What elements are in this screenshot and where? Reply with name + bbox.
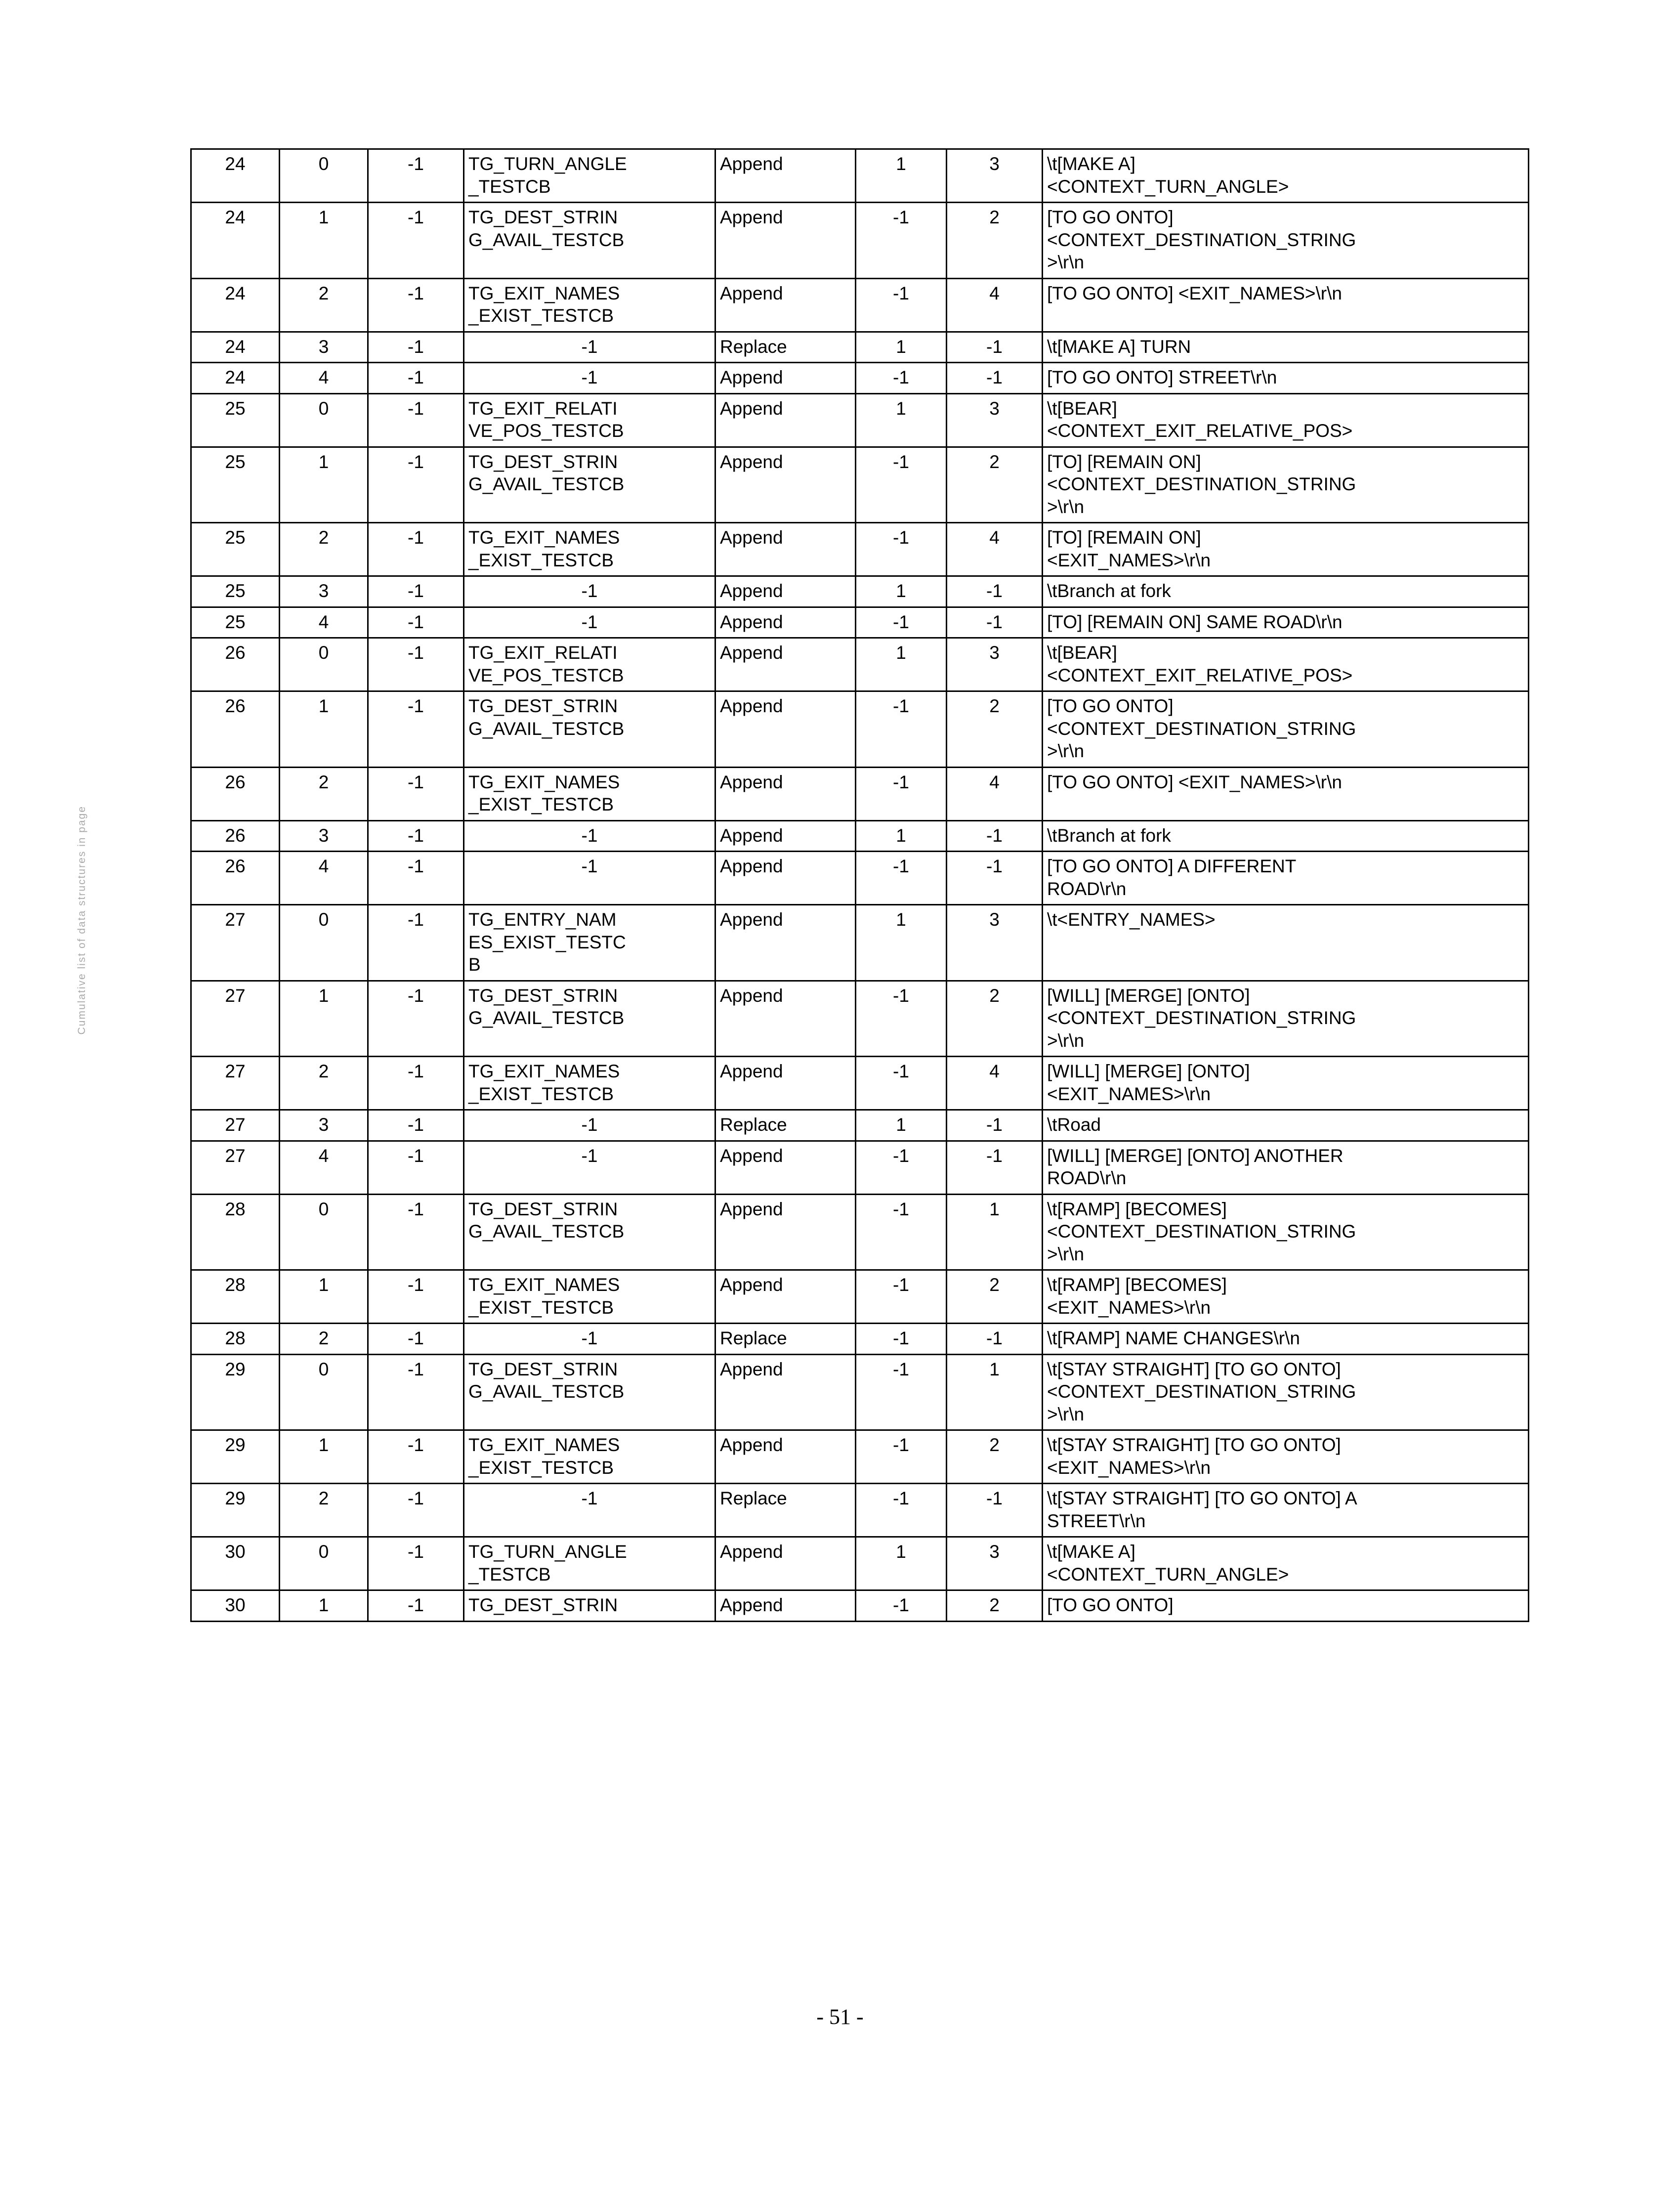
table-cell-p2: 3 — [947, 149, 1043, 203]
table-row — [191, 767, 1529, 820]
table-cell-p2: -1 — [947, 820, 1043, 852]
table-cell-flag: -1 — [368, 1270, 464, 1324]
table-cell-test_callback: TG_EXIT_NAMES _EXIST_TESTCB — [464, 1270, 715, 1324]
table-row — [191, 203, 1529, 279]
table-cell-id: 25 — [191, 393, 280, 447]
table-cell-flag: -1 — [368, 1110, 464, 1141]
table-cell-phrase: [TO GO ONTO] — [1043, 1590, 1529, 1622]
table-cell-seq: 1 — [280, 447, 368, 523]
table-cell-flag: -1 — [368, 767, 464, 820]
table-cell-p1: -1 — [856, 1141, 947, 1194]
table-cell-id: 28 — [191, 1270, 280, 1324]
table-cell-p1: -1 — [856, 1430, 947, 1484]
table-cell-id: 26 — [191, 638, 280, 691]
table-cell-id: 26 — [191, 691, 280, 768]
table-cell-flag: -1 — [368, 203, 464, 279]
table-cell-p1: -1 — [856, 278, 947, 332]
table-cell-id: 29 — [191, 1430, 280, 1484]
table-cell-phrase: \t[STAY STRAIGHT] [TO GO ONTO] <CONTEXT_DESTINATION_STRING >\r\n — [1043, 1354, 1529, 1430]
table-cell-action: Replace — [715, 1484, 856, 1537]
table-cell-action: Append — [715, 523, 856, 576]
table-row — [191, 393, 1529, 447]
table-cell-p1: 1 — [856, 638, 947, 691]
table-cell-test_callback: -1 — [464, 852, 715, 905]
table-cell-action: Append — [715, 203, 856, 279]
table-cell-action: Append — [715, 1430, 856, 1484]
table-cell-action: Append — [715, 852, 856, 905]
table-cell-phrase: [WILL] [MERGE] [ONTO] <EXIT_NAMES>\r\n — [1043, 1057, 1529, 1110]
table-cell-phrase: \t[RAMP] [BECOMES] <CONTEXT_DESTINATION_STRING >\r\n — [1043, 1194, 1529, 1270]
table-cell-id: 27 — [191, 981, 280, 1057]
table-cell-action: Replace — [715, 332, 856, 363]
table-cell-test_callback: TG_EXIT_RELATI VE_POS_TESTCB — [464, 393, 715, 447]
table-cell-p2: -1 — [947, 852, 1043, 905]
table-cell-phrase: \t[STAY STRAIGHT] [TO GO ONTO] A STREET\r\n — [1043, 1484, 1529, 1537]
table-cell-test_callback: -1 — [464, 576, 715, 607]
table-cell-seq: 2 — [280, 278, 368, 332]
table-cell-seq: 0 — [280, 1537, 368, 1590]
table-cell-test_callback: -1 — [464, 332, 715, 363]
table-cell-p1: -1 — [856, 203, 947, 279]
table-cell-action: Replace — [715, 1110, 856, 1141]
table-cell-test_callback: TG_TURN_ANGLE _TESTCB — [464, 1537, 715, 1590]
table-cell-test_callback: TG_DEST_STRIN G_AVAIL_TESTCB — [464, 203, 715, 279]
table-cell-action: Append — [715, 820, 856, 852]
table-cell-phrase: \t[BEAR] <CONTEXT_EXIT_RELATIVE_POS> — [1043, 638, 1529, 691]
table-cell-p1: 1 — [856, 576, 947, 607]
table-cell-p2: -1 — [947, 1141, 1043, 1194]
table-cell-p2: 3 — [947, 393, 1043, 447]
table-cell-id: 25 — [191, 523, 280, 576]
table-cell-test_callback: TG_TURN_ANGLE _TESTCB — [464, 149, 715, 203]
table-cell-p2: 4 — [947, 523, 1043, 576]
table-cell-phrase: [TO] [REMAIN ON] SAME ROAD\r\n — [1043, 607, 1529, 638]
table-cell-id: 27 — [191, 1057, 280, 1110]
table-cell-phrase: \t[RAMP] [BECOMES] <EXIT_NAMES>\r\n — [1043, 1270, 1529, 1324]
table-cell-action: Append — [715, 1590, 856, 1622]
table-cell-action: Append — [715, 1141, 856, 1194]
table-cell-action: Append — [715, 278, 856, 332]
table-cell-seq: 4 — [280, 363, 368, 394]
table-cell-seq: 0 — [280, 1194, 368, 1270]
table-cell-test_callback: -1 — [464, 363, 715, 394]
table-cell-action: Append — [715, 1537, 856, 1590]
table-row — [191, 447, 1529, 523]
table-cell-p1: 1 — [856, 1110, 947, 1141]
table-cell-test_callback: TG_EXIT_NAMES _EXIST_TESTCB — [464, 523, 715, 576]
table-cell-test_callback: -1 — [464, 607, 715, 638]
table-cell-test_callback: TG_ENTRY_NAM ES_EXIST_TESTC B — [464, 905, 715, 981]
table-cell-phrase: [WILL] [MERGE] [ONTO] <CONTEXT_DESTINATION_STRING >\r\n — [1043, 981, 1529, 1057]
table-cell-flag: -1 — [368, 1141, 464, 1194]
table-cell-action: Append — [715, 393, 856, 447]
table-cell-p2: 2 — [947, 981, 1043, 1057]
table-cell-seq: 0 — [280, 1354, 368, 1430]
table-cell-p2: 4 — [947, 1057, 1043, 1110]
table-cell-flag: -1 — [368, 1590, 464, 1622]
table-cell-id: 28 — [191, 1324, 280, 1355]
table-row — [191, 607, 1529, 638]
table-row — [191, 1484, 1529, 1537]
table-cell-p2: -1 — [947, 607, 1043, 638]
table-cell-action: Append — [715, 1354, 856, 1430]
table-cell-test_callback: TG_DEST_STRIN G_AVAIL_TESTCB — [464, 1194, 715, 1270]
table-cell-p1: -1 — [856, 1194, 947, 1270]
table-row — [191, 1194, 1529, 1270]
table-cell-id: 30 — [191, 1590, 280, 1622]
table-cell-p1: 1 — [856, 1537, 947, 1590]
table-cell-test_callback: TG_EXIT_NAMES _EXIST_TESTCB — [464, 767, 715, 820]
table-cell-test_callback: -1 — [464, 820, 715, 852]
table-cell-p2: -1 — [947, 332, 1043, 363]
table-cell-flag: -1 — [368, 852, 464, 905]
table-cell-id: 24 — [191, 149, 280, 203]
table-cell-seq: 1 — [280, 691, 368, 768]
table-cell-phrase: [TO GO ONTO] A DIFFERENT ROAD\r\n — [1043, 852, 1529, 905]
table-cell-flag: -1 — [368, 981, 464, 1057]
table-cell-phrase: \t[MAKE A] TURN — [1043, 332, 1529, 363]
table-cell-phrase: [TO] [REMAIN ON] <CONTEXT_DESTINATION_STRING >\r\n — [1043, 447, 1529, 523]
table-cell-flag: -1 — [368, 1537, 464, 1590]
table-row — [191, 149, 1529, 203]
table-cell-action: Append — [715, 447, 856, 523]
table-row — [191, 905, 1529, 981]
table-cell-p2: 2 — [947, 1430, 1043, 1484]
table-cell-phrase: [TO GO ONTO] <EXIT_NAMES>\r\n — [1043, 767, 1529, 820]
table-cell-seq: 3 — [280, 820, 368, 852]
table-cell-flag: -1 — [368, 363, 464, 394]
table-cell-p2: 2 — [947, 447, 1043, 523]
table-cell-action: Append — [715, 607, 856, 638]
table-cell-test_callback: -1 — [464, 1484, 715, 1537]
table-row — [191, 363, 1529, 394]
table-cell-seq: 3 — [280, 332, 368, 363]
table-cell-flag: -1 — [368, 638, 464, 691]
table-cell-phrase: \t[STAY STRAIGHT] [TO GO ONTO] <EXIT_NAMES>\r\n — [1043, 1430, 1529, 1484]
table-cell-phrase: \t[RAMP] NAME CHANGES\r\n — [1043, 1324, 1529, 1355]
table-cell-p2: 3 — [947, 1537, 1043, 1590]
table-cell-test_callback: TG_DEST_STRIN G_AVAIL_TESTCB — [464, 447, 715, 523]
table-cell-phrase: \t<ENTRY_NAMES> — [1043, 905, 1529, 981]
table-row — [191, 981, 1529, 1057]
table-cell-id: 27 — [191, 1110, 280, 1141]
table-cell-flag: -1 — [368, 691, 464, 768]
table-row — [191, 1057, 1529, 1110]
table-cell-p1: 1 — [856, 820, 947, 852]
table-cell-seq: 2 — [280, 767, 368, 820]
table-cell-test_callback: -1 — [464, 1110, 715, 1141]
table-cell-action: Append — [715, 1194, 856, 1270]
table-cell-phrase: [TO GO ONTO] STREET\r\n — [1043, 363, 1529, 394]
table-row — [191, 1430, 1529, 1484]
table-cell-id: 26 — [191, 767, 280, 820]
table-cell-p2: 3 — [947, 905, 1043, 981]
table-cell-flag: -1 — [368, 905, 464, 981]
table-cell-flag: -1 — [368, 1194, 464, 1270]
table-cell-flag: -1 — [368, 278, 464, 332]
table-cell-test_callback: TG_DEST_STRIN — [464, 1590, 715, 1622]
table-cell-flag: -1 — [368, 607, 464, 638]
table-cell-p2: 1 — [947, 1354, 1043, 1430]
table-cell-p1: -1 — [856, 1590, 947, 1622]
table-cell-seq: 0 — [280, 149, 368, 203]
table-cell-p2: 2 — [947, 203, 1043, 279]
table-cell-flag: -1 — [368, 1324, 464, 1355]
rules-table — [190, 148, 1529, 1622]
table-cell-p1: -1 — [856, 1270, 947, 1324]
table-cell-seq: 2 — [280, 1484, 368, 1537]
table-cell-action: Append — [715, 1057, 856, 1110]
table-row — [191, 1110, 1529, 1141]
table-cell-seq: 2 — [280, 523, 368, 576]
table-cell-id: 24 — [191, 363, 280, 394]
table-row — [191, 1590, 1529, 1622]
page-number: - 51 - — [816, 2005, 864, 2029]
table-cell-p1: -1 — [856, 1324, 947, 1355]
table-cell-action: Append — [715, 691, 856, 768]
table-cell-id: 24 — [191, 278, 280, 332]
table-cell-id: 24 — [191, 203, 280, 279]
table-cell-action: Replace — [715, 1324, 856, 1355]
table-row — [191, 523, 1529, 576]
table-cell-seq: 4 — [280, 607, 368, 638]
table-cell-p2: 4 — [947, 278, 1043, 332]
table-cell-flag: -1 — [368, 1057, 464, 1110]
table-cell-p1: 1 — [856, 905, 947, 981]
table-cell-flag: -1 — [368, 523, 464, 576]
table-cell-seq: 1 — [280, 1270, 368, 1324]
table-cell-id: 30 — [191, 1537, 280, 1590]
table-row — [191, 1270, 1529, 1324]
table-cell-action: Append — [715, 149, 856, 203]
table-cell-p2: 2 — [947, 1270, 1043, 1324]
table-cell-id: 27 — [191, 1141, 280, 1194]
table-cell-test_callback: TG_EXIT_NAMES _EXIST_TESTCB — [464, 1057, 715, 1110]
table-row — [191, 820, 1529, 852]
table-cell-flag: -1 — [368, 576, 464, 607]
table-cell-p1: -1 — [856, 691, 947, 768]
table-cell-phrase: [TO GO ONTO] <CONTEXT_DESTINATION_STRING >\r\n — [1043, 203, 1529, 279]
table-cell-test_callback: -1 — [464, 1141, 715, 1194]
table-cell-flag: -1 — [368, 1430, 464, 1484]
table-cell-test_callback: TG_DEST_STRIN G_AVAIL_TESTCB — [464, 691, 715, 768]
table-row — [191, 1354, 1529, 1430]
table-cell-p1: 1 — [856, 149, 947, 203]
table-cell-test_callback: TG_DEST_STRIN G_AVAIL_TESTCB — [464, 1354, 715, 1430]
table-cell-test_callback: -1 — [464, 1324, 715, 1355]
table-cell-p1: -1 — [856, 523, 947, 576]
table-cell-seq: 0 — [280, 905, 368, 981]
table-cell-p1: 1 — [856, 332, 947, 363]
table-cell-id: 26 — [191, 852, 280, 905]
rules-table-container — [190, 148, 1453, 1622]
table-cell-id: 26 — [191, 820, 280, 852]
table-cell-phrase: [WILL] [MERGE] [ONTO] ANOTHER ROAD\r\n — [1043, 1141, 1529, 1194]
table-cell-seq: 1 — [280, 203, 368, 279]
table-cell-phrase: \tRoad — [1043, 1110, 1529, 1141]
table-row — [191, 1324, 1529, 1355]
table-cell-action: Append — [715, 363, 856, 394]
table-cell-flag: -1 — [368, 1484, 464, 1537]
table-cell-id: 25 — [191, 607, 280, 638]
table-cell-phrase: \tBranch at fork — [1043, 820, 1529, 852]
table-cell-p1: -1 — [856, 981, 947, 1057]
table-cell-p2: 4 — [947, 767, 1043, 820]
table-cell-test_callback: TG_EXIT_NAMES _EXIST_TESTCB — [464, 1430, 715, 1484]
table-cell-action: Append — [715, 981, 856, 1057]
table-cell-id: 29 — [191, 1354, 280, 1430]
table-cell-test_callback: TG_DEST_STRIN G_AVAIL_TESTCB — [464, 981, 715, 1057]
table-cell-id: 28 — [191, 1194, 280, 1270]
table-row — [191, 278, 1529, 332]
table-cell-phrase: [TO GO ONTO] <CONTEXT_DESTINATION_STRING >\r\n — [1043, 691, 1529, 768]
table-cell-p2: -1 — [947, 576, 1043, 607]
table-cell-flag: -1 — [368, 1354, 464, 1430]
table-cell-flag: -1 — [368, 393, 464, 447]
table-cell-p1: -1 — [856, 363, 947, 394]
table-cell-p2: -1 — [947, 1110, 1043, 1141]
table-cell-seq: 2 — [280, 1057, 368, 1110]
table-cell-id: 27 — [191, 905, 280, 981]
table-row — [191, 1141, 1529, 1194]
table-cell-seq: 1 — [280, 981, 368, 1057]
table-cell-flag: -1 — [368, 820, 464, 852]
table-cell-phrase: [TO] [REMAIN ON] <EXIT_NAMES>\r\n — [1043, 523, 1529, 576]
table-cell-test_callback: TG_EXIT_RELATI VE_POS_TESTCB — [464, 638, 715, 691]
table-cell-p1: 1 — [856, 393, 947, 447]
table-cell-p2: 1 — [947, 1194, 1043, 1270]
table-cell-phrase: \t[BEAR] <CONTEXT_EXIT_RELATIVE_POS> — [1043, 393, 1529, 447]
table-cell-p1: -1 — [856, 1484, 947, 1537]
table-cell-p1: -1 — [856, 607, 947, 638]
table-cell-seq: 1 — [280, 1590, 368, 1622]
table-cell-p2: 3 — [947, 638, 1043, 691]
table-cell-p2: 2 — [947, 1590, 1043, 1622]
margin-annotation: Cumulative list of data structures in page — [76, 806, 87, 1035]
table-cell-seq: 4 — [280, 1141, 368, 1194]
table-row — [191, 576, 1529, 607]
table-cell-action: Append — [715, 1270, 856, 1324]
table-cell-p1: -1 — [856, 1057, 947, 1110]
table-cell-phrase: \tBranch at fork — [1043, 576, 1529, 607]
table-cell-id: 25 — [191, 576, 280, 607]
table-cell-seq: 4 — [280, 852, 368, 905]
table-cell-p2: -1 — [947, 1484, 1043, 1537]
table-cell-action: Append — [715, 638, 856, 691]
table-cell-p1: -1 — [856, 447, 947, 523]
table-cell-seq: 3 — [280, 1110, 368, 1141]
table-row — [191, 332, 1529, 363]
table-cell-id: 24 — [191, 332, 280, 363]
table-row — [191, 852, 1529, 905]
table-cell-phrase: \t[MAKE A] <CONTEXT_TURN_ANGLE> — [1043, 149, 1529, 203]
table-row — [191, 691, 1529, 768]
table-cell-flag: -1 — [368, 332, 464, 363]
table-row — [191, 1537, 1529, 1590]
table-cell-action: Append — [715, 767, 856, 820]
table-cell-p1: -1 — [856, 767, 947, 820]
table-cell-p2: -1 — [947, 363, 1043, 394]
table-cell-seq: 3 — [280, 576, 368, 607]
table-cell-action: Append — [715, 905, 856, 981]
table-cell-p2: 2 — [947, 691, 1043, 768]
table-cell-seq: 1 — [280, 1430, 368, 1484]
table-cell-seq: 0 — [280, 393, 368, 447]
table-cell-action: Append — [715, 576, 856, 607]
table-cell-seq: 2 — [280, 1324, 368, 1355]
table-cell-p1: -1 — [856, 852, 947, 905]
table-row — [191, 638, 1529, 691]
table-cell-test_callback: TG_EXIT_NAMES _EXIST_TESTCB — [464, 278, 715, 332]
table-cell-p1: -1 — [856, 1354, 947, 1430]
table-cell-phrase: [TO GO ONTO] <EXIT_NAMES>\r\n — [1043, 278, 1529, 332]
table-cell-phrase: \t[MAKE A] <CONTEXT_TURN_ANGLE> — [1043, 1537, 1529, 1590]
table-cell-seq: 0 — [280, 638, 368, 691]
table-cell-flag: -1 — [368, 149, 464, 203]
table-cell-id: 25 — [191, 447, 280, 523]
table-cell-flag: -1 — [368, 447, 464, 523]
table-cell-id: 29 — [191, 1484, 280, 1537]
table-cell-p2: -1 — [947, 1324, 1043, 1355]
